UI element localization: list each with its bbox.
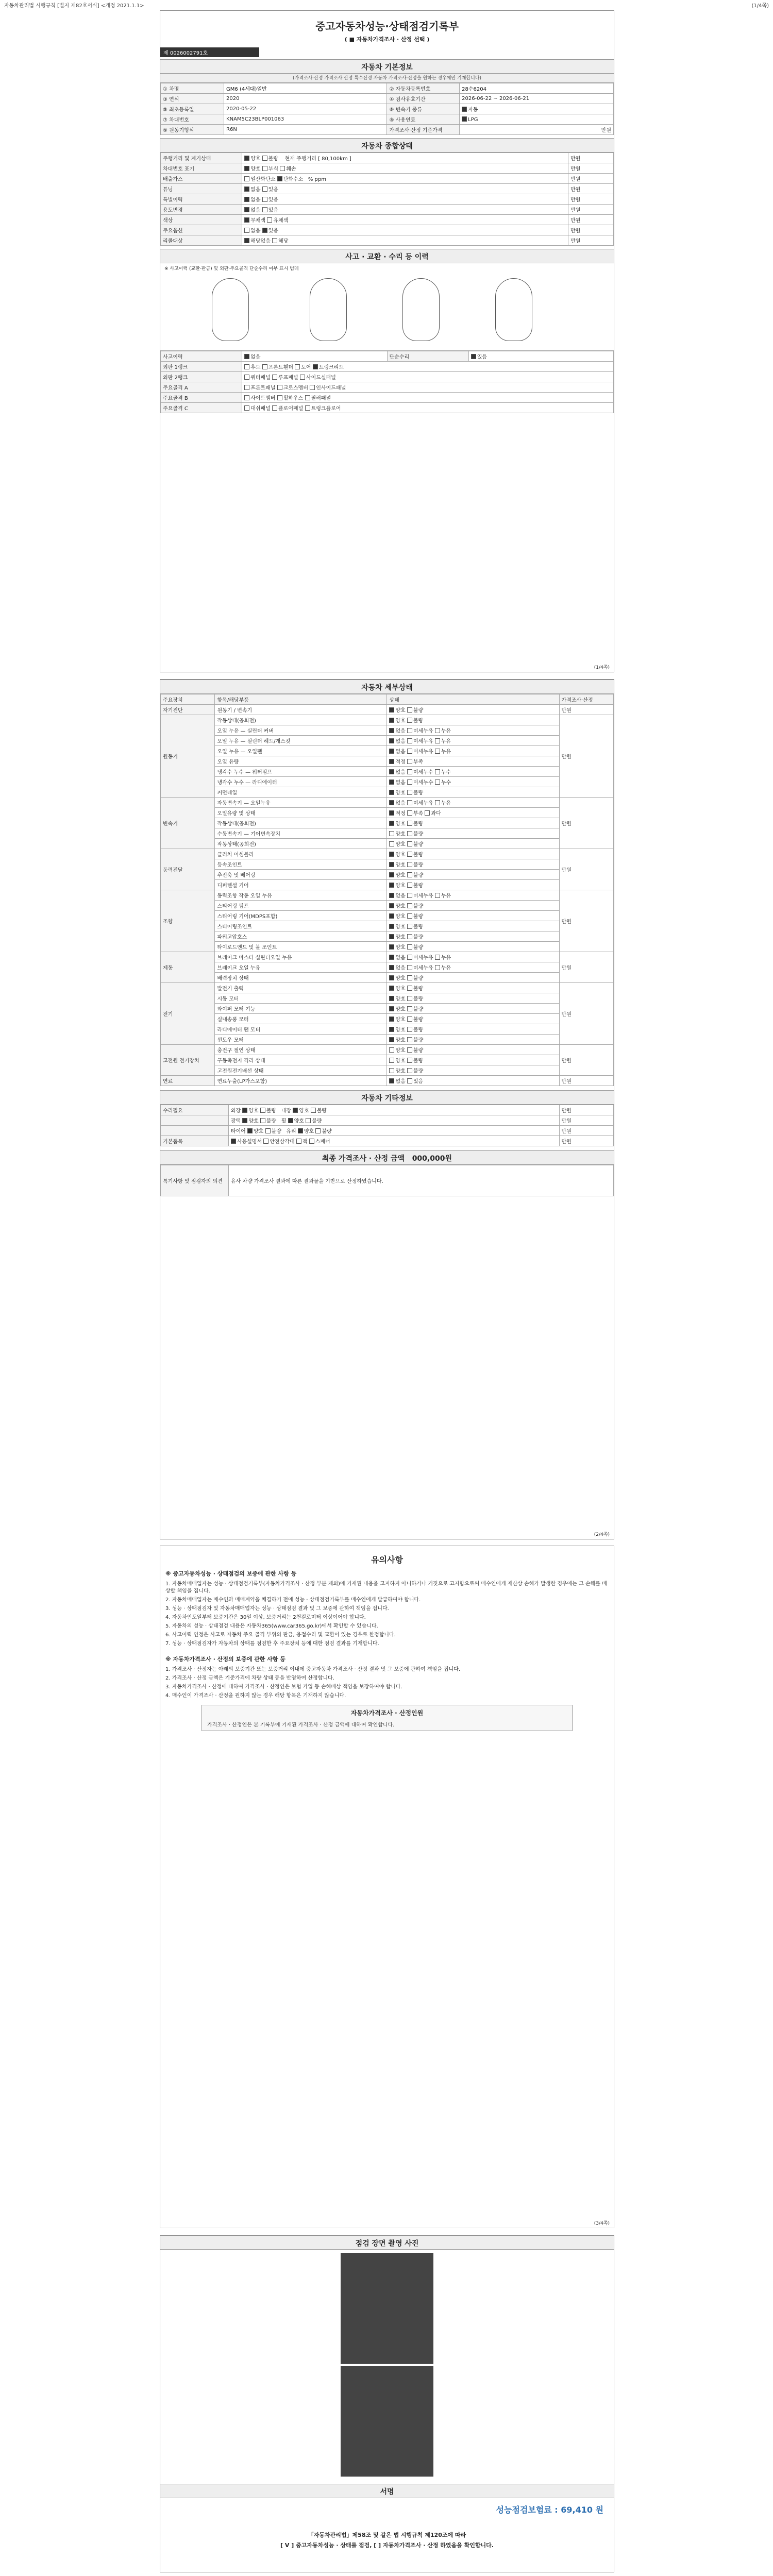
label-year: ③ 연식 — [161, 94, 224, 104]
status-row-history: 특별이력 — [161, 194, 242, 205]
notice-title: 유의사항 — [371, 1555, 403, 1565]
record-page-3: 유의사항 ※ 중고자동차성능 · 상태점검의 보증에 관한 사항 등 1. 자동차매매업자는 성능 · 상태점검기록부(자동차가격조사 · 산정 부분 제외)에 기재된 내용을 고지하지 아니하거나 거짓으로 고지함으로써 매수인에게 재산상 손해가 발생한 경우에는 그 손해를 배상할 책임을 집니다. 2. 자동차매매업자는 매수인과 매매계약을 체결하기 전에 성능 · 상태점검기록부를 매수인에게 발급하여야 합니다. 3. 성능 · 상태점검자 및 자동차매매업자는 성능 · 상태점검 결과 및 그 보증에 관하여 책임을 집니다. 4. 자동차인도일부터 보증기간은 30일 이상, 보증거리는 2천킬로미터 이상이어야 합니다. 5. 자동차의 성능 · 상태점검 내용은 자동차365(www.car365.go.kr)에서 확인할 수 있습니다. 6. 사고이력 인정은 사고로 자동차 주요 골격 부위의 판금, 용접수리 및 교환이 있는 경우로 한정합니다. 7. 성능 · 상태점검자가 자동차의 상태를 점검한 후 주요장치 등에 대한 점검 결과를 기재합니다. ※ 자동차가격조사 · 산정의 보증에 관한 사항 등 1. 가격조사 · 산정자는 아래의 보증기간 또는 보증거리 이내에 중고자동차 가격조사 · 산정 결과 및 그 보증에 관하여 책임을 집니다. 2. 가격조사 · 산정 금액은 기준가격에 차량 상태 등을 반영하여 산정합니다. 3. 자동차가격조사 · 산정에 대하여 가격조사 · 산정인은 보험 가입 등 손해배상 책임을 보장하여야 합니다. 4. 매수인이 가격조사 · 산정을 원하지 않는 경우 해당 항목은 기재하지 않습니다. 자동차가격조사 · 산정인원 가격조사 · 산정인은 본 기록부에 기재된 가격조사 · 산정 금액에 대하여 확인합니다. (3/4쪽) — [160, 1546, 614, 2228]
reg-no: 28수6204 — [460, 83, 614, 94]
inspection-photo-rear — [341, 2253, 433, 2364]
detail-cat-self-diag: 자기진단 — [161, 705, 215, 715]
label-transmission: ⑥ 변속기 종류 — [387, 104, 460, 114]
status-row-vin: 차대번호 표기 — [161, 163, 242, 174]
form-number: 자동차관리법 시행규칙 [별지 제82호서식] <개정 2021.1.1> — [4, 3, 144, 9]
label-fuel: ⑧ 사용연료 — [387, 114, 460, 125]
price-signer-title: 자동차가격조사 · 산정인원 — [350, 1709, 424, 1717]
price-signer-box: 자동차가격조사 · 산정인원 가격조사 · 산정인은 본 기록부에 기재된 가격조사 · 산정 금액에 대하여 확인합니다. — [201, 1705, 573, 1731]
status-row-recall: 리콜대상 — [161, 235, 242, 246]
status-row-usage: 용도변경 — [161, 205, 242, 215]
car-frame-view — [495, 278, 532, 341]
engine-type: R6N — [224, 125, 387, 135]
final-price-title: 최종 가격조사 · 산정 금액 000,000원 — [160, 1150, 614, 1165]
detail-cat-drivetrain: 동력전달 — [161, 849, 215, 890]
inspection-period: 2026-06-22 ~ 2026-06-21 — [460, 94, 614, 104]
status-row-options: 주요옵션 — [161, 225, 242, 235]
opinion-table: 특기사항 및 점검자의 의견 유사 차량 가격조사 결과에 따른 결과물을 기반으로 산정하였습니다. — [160, 1165, 614, 1196]
detail-title: 자동차 세부상태 — [160, 680, 614, 694]
notice-head-1: ※ 중고자동차성능 · 상태점검의 보증에 관한 사항 등 — [165, 1570, 297, 1577]
record-page-4 — [160, 2235, 614, 2572]
status-row-emission: 배출가스 — [161, 174, 242, 184]
sign-line-2: [ V ] 중고자동차성능 · 상태를 점검, [ ] 자동차가격조사 · 산정 하였음을 확인합니다. — [280, 2542, 494, 2549]
label-vehicle-name: ① 차명 — [161, 83, 224, 94]
sign-line-1: 「자동차관리법」제58조 및 같은 법 시행규칙 제120조에 따라 — [308, 2532, 466, 2538]
detail-cat-hv: 고전원 전기장치 — [161, 1045, 215, 1076]
transmission-type: 자동 — [460, 104, 614, 114]
photo-title: 점검 장면 촬영 사진 — [160, 2235, 614, 2250]
final-price-value: 000,000원 — [412, 1155, 452, 1163]
mileage-check: 양호 불량 현재 주행거리 [ 80,100km ] — [242, 153, 568, 163]
other-title: 자동차 기타정보 — [160, 1090, 614, 1105]
accident-note: ※ 사고이력 (교환·판금) 및 외판·주요골격 단순수리 여부 표시 범례 — [164, 266, 299, 272]
status-row-color: 색상 — [161, 215, 242, 225]
inspection-photo-front — [341, 2366, 433, 2477]
detail-table: 주요장치 항목/해당부품 상태 가격조사·산정 자기진단 원동기 / 변속기 양호 불량 만원 원동기 작동상태(공회전) 양호 불량 만원 오일 누유 — 실린더 커버 없음 미세누유 누유 오일 누유 — 실린더 헤드/개스킷 없음 미세누유 누유 오일 누유 — 오일팬 없음 미세누유 누유 오일 유량 적정 부족 냉각수 누수 — 워터펌프 없음 미세누수 누수 냉각수 누수 — 라디에이터 없음 미세누수 누수 커먼레일 양호 불량 변속기 자동변속기 — 오일누유 없음 미세누유 누유 만원 오일유량 및 상태 적정 부족 과다 작동상태(공회전) 양호 불량 수동변속기 — 기어변속장치 양호 불량 작동상태(공회전) 양호 불량 동력전달 클러치 어셈블리 양호 불량 만원 등속조인트 양호 불량 추진축 및 베어링 양호 불량 디퍼렌셜 기어 양호 불량 조향 동력조향 작동 오일 누유 없음 미세누유 누유 만원 스티어링 펌프 양호 불량 스티어링 기어(MDPS포함) 양호 불량 스티어링조인트 양호 불량 파워고압호스 양호 불량 타이로드엔드 및 볼 조인트 양호 불량 제동 브레이크 마스터 실린더오일 누유 없음 미세누유 누유 만원 브레이크 오일 누유 없음 미세누유 누유 배력장치 상태 양호 불량 전기 발전기 출력 양호 불량 만원 시동 모터 양호 불량 와이퍼 모터 기능 양호 불량 실내송풍 모터 양호 불량 라디에이터 팬 모터 양호 불량 윈도우 모터 양호 불량 고전원 전기장치 충전구 절연 상태 양호 불량 만원 구동축전지 격리 상태 양호 불량 고전원전기배선 상태 양호 불량 연료 연료누출(LP가스포함) 없음 있음 만원 — [160, 694, 614, 1086]
inspection-fee: 성능점검보험료 : 69,410 원 — [496, 2505, 603, 2515]
document-title: 중고자동차성능·상태점검기록부 — [315, 20, 459, 32]
record-page-1: 중고자동차성능·상태점검기록부 ( ■ 자동차가격조사 · 산정 선택 ) 제 0026002791호 자동차 기본정보 (가격조사·산정 가격조사·산정 특수산정 자동차 가격조사·산정을 원하는 경우에만 기재합니다) ① 차명 GM6 (4세대)일반 ② 자동차등록번호 28수6204 ③ 연식 2020 ④ 검사유효기간 2026-06-22 ~ 2026-06-21 ⑤ 최초등록일 2020-05-22 ⑥ 변속기 종류 자동 ⑦ 차대번호 KNAM5C23BLP001063 ⑧ 사용연료 LPG ⑨ 원동기형식 R6N 가격조사·산정 기준가격 만원 자동차 종합상태 주행거리 및 계기상태 양호 불량 현재 주행거리 [ 80,100km ] 만원 차대번호 표기 양호 부식 훼손 만원 배출가스 일산화탄소 탄화수소 % ppm 만원 튜닝 없음 있음 만원 특별이력 없음 있음 만원 용도변경 없음 있음 만원 색상 무채색 유채색 만원 주요옵션 없음 있음 만원 리콜대상 해당없음 해당 만원 사고 · 교환 · 수리 등 이력 ※ 사고이력 (교환·판금) 및 외판·주요골격 단순수리 여부 표시 범례 사고이력 없음 단순수리 있음 외판 1랭크 후드 프론트휀더 도어 트렁크리드 외판 2랭크 쿼터패널 루프패널 사이드실패널 주요골격 A 프론트패널 크로스멤버 인사이드패널 주요골격 B 사이드멤버 휠하우스 필러패널 주요골격 C 대쉬패널 플로어패널 트렁크플로어 (1/4쪽) — [160, 10, 614, 672]
label-engine: ⑨ 원동기형식 — [161, 125, 224, 135]
document-subtitle: ( ■ 자동차가격조사 · 산정 선택 ) — [344, 36, 430, 43]
basic-info-note: (가격조사·산정 가격조사·산정 특수산정 자동차 가격조사·산정을 원하는 경우에만 기재합니다) — [160, 74, 614, 83]
car-top-view — [310, 278, 347, 341]
label-price: 가격조사·산정 기준가격 — [387, 125, 460, 135]
notice-head-2: ※ 자동차가격조사 · 산정의 보증에 관한 사항 등 — [165, 1656, 285, 1663]
model-year: 2020 — [224, 94, 387, 104]
page-header — [0, 0, 773, 8]
accident-table: 사고이력 없음 단순수리 있음 외판 1랭크 후드 프론트휀더 도어 트렁크리드 외판 2랭크 쿼터패널 루프패널 사이드실패널 주요골격 A 프론트패널 크로스멤버 인사이드패널 주요골격 B 사이드멤버 휠하우스 필러패널 주요골격 C 대쉬패널 플로어패널 트렁크플로어 — [160, 351, 614, 413]
status-title: 자동차 종합상태 — [160, 138, 614, 152]
label-first-reg: ⑤ 최초등록일 — [161, 104, 224, 114]
basic-info-title: 자동차 기본정보 — [160, 59, 614, 74]
vehicle-damage-diagram — [160, 273, 614, 351]
accident-title: 사고 · 교환 · 수리 등 이력 — [160, 249, 614, 263]
price-unit: 만원 — [460, 125, 614, 135]
first-reg-date: 2020-05-22 — [224, 104, 387, 114]
vehicle-name: GM6 (4세대)일반 — [224, 83, 387, 94]
detail-cat-fuel: 연료 — [161, 1076, 215, 1086]
other-table: 수리필요 외장 양호 불량 내장 양호 불량 만원 광택 양호 불량 휠 양호 불량 만원 타이어 양호 불량 유리 양호 불량 만원 기본품목 사용설명서 안전삼각대 잭 스패너 만원 — [160, 1105, 614, 1146]
status-row-mileage: 주행거리 및 계기상태 — [161, 153, 242, 163]
status-row-tuning: 튜닝 — [161, 184, 242, 194]
label-inspection: ④ 검사유효기간 — [387, 94, 460, 104]
detail-cat-transmission: 변속기 — [161, 798, 215, 849]
label-vin: ⑦ 차대번호 — [161, 114, 224, 125]
record-page-2: 자동차 세부상태 주요장치 항목/해당부품 상태 가격조사·산정 자기진단 원동기 / 변속기 양호 불량 만원 원동기 작동상태(공회전) 양호 불량 만원 오일 누유 — 실린더 커버 없음 미세누유 누유 오일 누유 — 실린더 헤드/개스킷 없음 미세누유 누유 오일 누유 — 오일팬 없음 미세누유 누유 오일 유량 적정 부족 냉각수 누수 — 워터펌프 없음 미세누수 누수 냉각수 누수 — 라디에이터 없음 미세누수 누수 커먼레일 양호 불량 변속기 자동변속기 — 오일누유 없음 미세누유 누유 만원 오일유량 및 상태 적정 부족 과다 작동상태(공회전) 양호 불량 수동변속기 — 기어변속장치 양호 불량 작동상태(공회전) 양호 불량 동력전달 클러치 어셈블리 양호 불량 만원 등속조인트 양호 불량 추진축 및 베어링 양호 불량 디퍼렌셜 기어 양호 불량 조향 동력조향 작동 오일 누유 없음 미세누유 누유 만원 스티어링 펌프 양호 불량 스티어링 기어(MDPS포함) 양호 불량 스티어링조인트 양호 불량 파워고압호스 양호 불량 타이로드엔드 및 볼 조인트 양호 불량 제동 브레이크 마스터 실린더오일 누유 없음 미세누유 누유 만원 브레이크 오일 누유 없음 미세누유 누유 배력장치 상태 양호 불량 전기 발전기 출력 양호 불량 만원 시동 모터 양호 불량 와이퍼 모터 기능 양호 불량 실내송풍 모터 양호 불량 라디에이터 팬 모터 양호 불량 윈도우 모터 양호 불량 고전원 전기장치 충전구 절연 상태 양호 불량 만원 구동축전지 격리 상태 양호 불량 고전원전기배선 상태 양호 불량 연료 연료누출(LP가스포함) 없음 있음 만원 자동차 기타정보 수리필요 외장 양호 불량 내장 양호 불량 만원 광택 양호 불량 휠 양호 불량 만원 타이어 양호 불량 유리 양호 불량 만원 기본품목 사용설명서 안전삼각대 잭 스패너 만원 최종 가격조사 · 산정 금액 000,000원 특기사항 및 점검자의 의견 유사 차량 가격조사 결과에 따른 결과물을 기반으로 산정하였습니다. (2/4쪽) — [160, 679, 614, 1539]
car-right-view — [402, 278, 440, 341]
detail-cat-brake: 제동 — [161, 952, 215, 983]
detail-cat-engine: 원동기 — [161, 715, 215, 798]
basic-info-table — [160, 83, 614, 135]
doc-number: 제 0026002791호 — [160, 47, 259, 57]
page-indicator: (1/4쪽) — [751, 3, 769, 9]
car-left-view — [212, 278, 249, 341]
detail-cat-steering: 조향 — [161, 890, 215, 952]
label-reg-no: ② 자동차등록번호 — [387, 83, 460, 94]
fuel-type: LPG — [460, 114, 614, 125]
opinion-text: 유사 차량 가격조사 결과에 따른 결과물을 기반으로 산정하였습니다. — [228, 1165, 613, 1196]
vin: KNAM5C23BLP001063 — [224, 114, 387, 125]
sign-title: 서명 — [160, 2484, 614, 2498]
status-table: 주행거리 및 계기상태 양호 불량 현재 주행거리 [ 80,100km ] 만원 차대번호 표기 양호 부식 훼손 만원 배출가스 일산화탄소 탄화수소 % ppm 만원 튜닝 없음 있음 만원 특별이력 없음 있음 만원 용도변경 없음 있음 만원 색상 무채색 유채색 만원 주요옵션 없음 있음 만원 리콜대상 해당없음 해당 만원 — [160, 152, 614, 246]
detail-cat-electric: 전기 — [161, 983, 215, 1045]
